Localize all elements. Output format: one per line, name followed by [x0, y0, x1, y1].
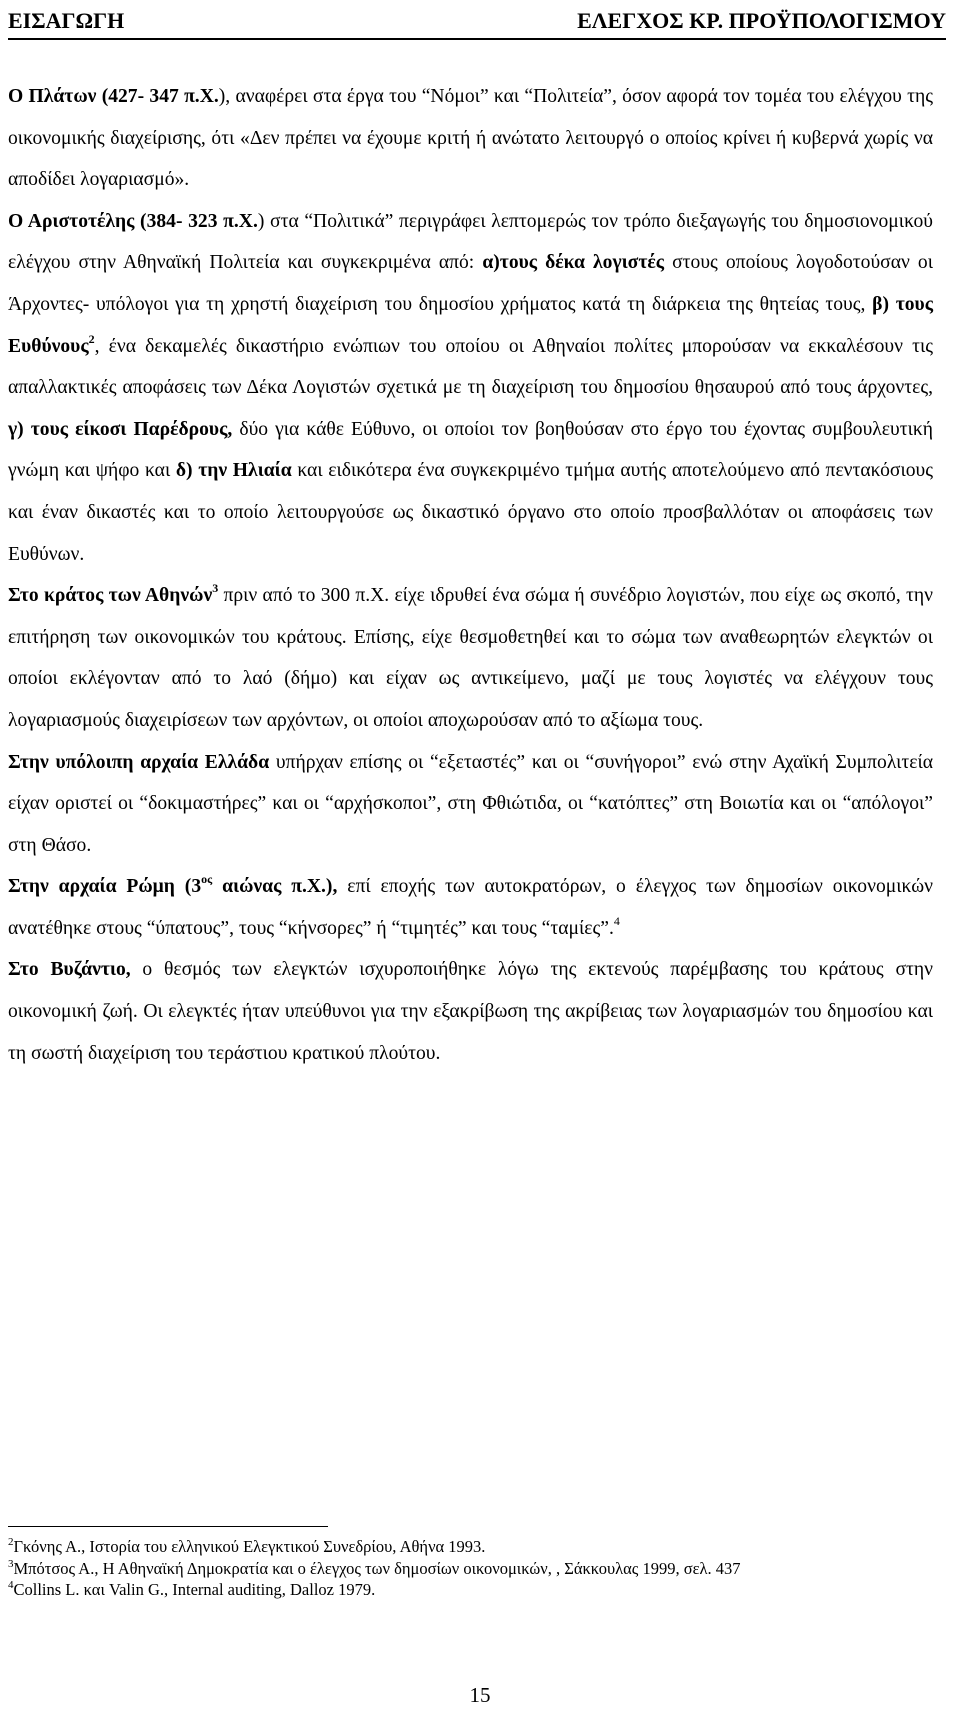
footnote: [8, 1558, 933, 1580]
footnotes: [8, 1536, 933, 1601]
paragraph-athens: [8, 575, 933, 741]
footnote-text: Μπότσος Α., Η Αθηναϊκή Δημοκρατία και ο έλεγχος των δημοσίων οικονομικών, , Σάκκουλας 1999, σελ. 437: [13, 1558, 741, 1578]
header-document-title: ΕΛΕΓΧΟΣ ΚΡ. ΠΡΟΫΠΟΛΟΓΙΣΜΟΥ: [577, 8, 946, 33]
greece-text: υπήρχαν επίσης οι “εξεταστές” και οι “συνήγοροι” ενώ στην Αχαϊκή Συμπολιτεία είχαν οριστεί οι “δοκιμαστήρες” και οι “αρχήσκοποι”, στη Φθιώτιδα, οι “κατόπτες” στη Βοιωτία και οι “απόλογοι” στη Θάσο.: [8, 751, 933, 856]
footnote-text: Γκόνης Α., Ιστορία του ελληνικού Ελεγκτικού Συνεδρίου, Αθήνα 1993.: [13, 1537, 486, 1556]
footnote-text: Collins L. και Valin G., Internal auditing, Dalloz 1979.: [13, 1580, 376, 1600]
aristotle-text-5: και ειδικότερα ένα συγκεκριμένο τμήμα αυτής αποτελούμενο από πεντακόσιους και έναν δικαστές και το οποίο λειτουργούσε ως δικαστικό όργανο στο οποίο προσβαλλόταν οι αποφάσεις των Ευθύνων.: [8, 460, 934, 565]
header-chapter-title: ΕΙΣΑΓΩΓΗ: [8, 8, 125, 33]
footnote-ref-3: 3: [212, 581, 219, 596]
paragraph-aristotle: [8, 201, 933, 575]
aristotle-item-b: β) τους Ευθύνους: [8, 293, 933, 357]
paragraph-plato: [8, 76, 933, 201]
rome-lead: Στην αρχαία Ρώμη (3: [8, 876, 202, 898]
aristotle-item-d: δ) την Ηλιαία: [175, 460, 292, 482]
aristotle-item-a: α)τους δέκα λογιστές: [482, 252, 665, 274]
athens-lead: Στο κράτος των Αθηνών: [8, 585, 213, 607]
plato-text: ), αναφέρει στα έργα του “Νόμοι” και “Πολιτεία”, όσον αφορά τον τομέα του ελέγχου της οικονομικής διαχείρισης, ότι «Δεν πρέπει να έχουμε κριτή ή ανώτατο λειτουργό ο οποίος κρίνει ή κυβερνά χωρίς να αποδίδει λογαριασμό».: [8, 86, 933, 191]
paragraph-rome: [8, 866, 933, 949]
plato-lead: Ο Πλάτων (427- 347 π.Χ.: [8, 86, 219, 107]
aristotle-text-3: , ένα δεκαμελές δικαστήριο ενώπιων του οποίου οι Αθηναίοι πολίτες μπορούσαν να εκκαλέσουν τις απαλλακτικές αποφάσεις των Δέκα Λογιστών σχετικά με τη διαχείριση του δημοσίου θησαυρού από τους άρχοντες,: [8, 335, 933, 399]
rome-ordinal-suffix: ος: [201, 872, 213, 887]
rome-text: επί εποχής των αυτοκρατόρων, ο έλεγχος των δημοσίων οικονομικών ανατέθηκε στους “ύπατους”, τους “κήνσορες” ή “τιμητές” και τους “ταμίες”.: [8, 876, 933, 939]
aristotle-text-1: ) στα “Πολιτικά” περιγράφει λεπτομερώς τον τρόπο διεξαγωγής του δημοσιονομικού ελέγχου στην Αθηναϊκή Πολιτεία και συγκεκριμένα από:: [8, 210, 934, 274]
footnote-number: 4: [8, 1579, 14, 1592]
body-text: [8, 76, 933, 1074]
footnote-number: 3: [8, 1557, 14, 1570]
footnote: [8, 1536, 933, 1558]
aristotle-item-c: γ) τους είκοσι Παρέδρους,: [8, 418, 233, 440]
footnote-ref-4: 4: [613, 913, 620, 928]
footnote-number: 2: [8, 1536, 14, 1548]
greece-lead: Στην υπόλοιπη αρχαία Ελλάδα: [8, 751, 270, 773]
footnote: [8, 1579, 933, 1601]
running-header: [8, 4, 946, 40]
rome-lead-2: αιώνας π.Χ.),: [212, 876, 338, 898]
paragraph-byzantium: [8, 949, 933, 1074]
paragraph-greece: [8, 742, 933, 867]
footnote-ref-2: 2: [88, 331, 95, 346]
athens-text: πριν από το 300 π.Χ. είχε ιδρυθεί ένα σώμα ή συνέδριο λογιστών, που είχε ως σκοπό, την επιτήρηση των οικονομικών του κράτους. Επίσης, είχε θεσμοθετηθεί και το σώμα των αναθεωρητών ελεγκτών οι οποίοι εκλέγονταν από το λαό (δήμο) και είχαν ως αντικείμενο, μαζί με τους λογιστές να ελέγχουν τους λογαριασμούς διαχειρίσεων των αρχόντων, οι οποίοι αποχωρούσαν από το αξίωμα τους.: [8, 585, 933, 731]
byzantium-lead: Στο Βυζάντιο,: [8, 959, 131, 981]
byzantium-text: ο θεσμός των ελεγκτών ισχυροποιήθηκε λόγω της εκτενούς παρέμβασης του κράτους στην οικονομική ζωή. Οι ελεγκτές ήταν υπεύθυνοι για την εξακρίβωση της ακρίβειας των λογαριασμών του δημοσίου και τη σωστή διαχείριση του τεράστιου κρατικού πλούτου.: [8, 959, 933, 1064]
aristotle-text-2: στους οποίους λογοδοτούσαν οι Άρχοντες- υπόλογοι για τη χρηστή διαχείριση του δημοσίου χρήματος κατά τη διάρκεια της θητείας τους,: [8, 252, 933, 315]
aristotle-lead: Ο Αριστοτέλης (384- 323 π.Χ.: [8, 210, 258, 232]
aristotle-text-4: δύο για κάθε Εύθυνο, οι οποίοι τον βοηθούσαν στο έργο του έχοντας συμβουλευτική γνώμη και ψήφο και: [8, 418, 933, 482]
footnote-divider: [8, 1526, 328, 1527]
page-number: 15: [469, 1683, 491, 1707]
